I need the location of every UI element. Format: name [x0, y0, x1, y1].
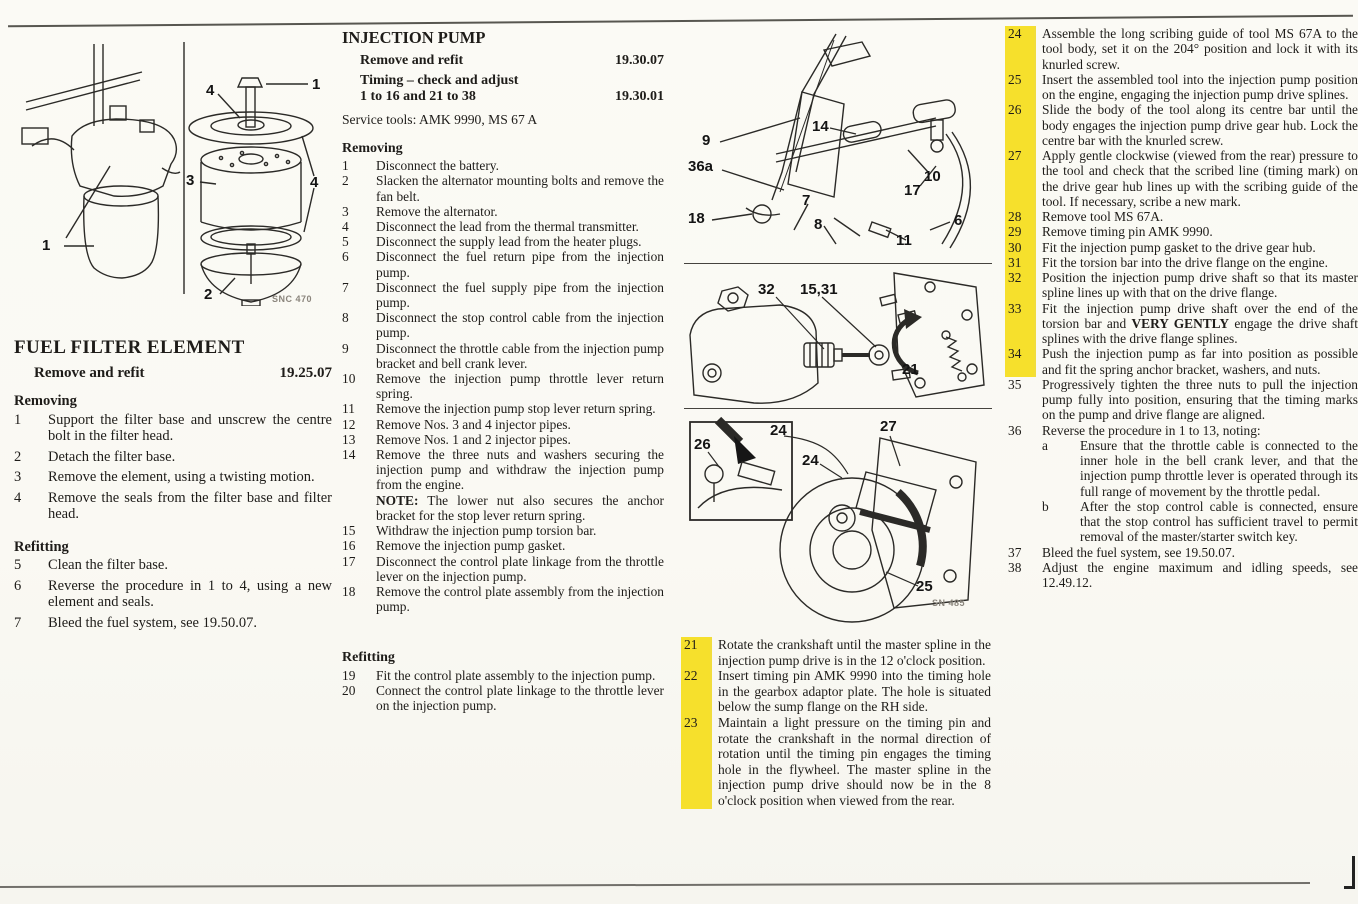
- operation-code: 19.25.07: [279, 364, 332, 381]
- step-number: b: [1042, 498, 1049, 514]
- figure-callout: 14: [812, 118, 829, 135]
- step-text: Clean the filter base.: [48, 557, 168, 573]
- step-number: 7: [342, 279, 349, 295]
- step-number: 1: [342, 158, 349, 174]
- step-text: Withdraw the injection pump torsion bar.: [376, 523, 597, 539]
- procedure-step: [1008, 545, 1358, 560]
- operation-row: [342, 73, 664, 103]
- step-text: Remove the control plate assembly from the injection pump.: [376, 583, 664, 615]
- refitting-steps: [342, 668, 664, 714]
- procedure-step: [1042, 438, 1358, 499]
- figure-caption: SNC 470: [272, 294, 313, 304]
- step-text: Connect the control plate linkage to the throttle lever on the injection pump.: [376, 682, 664, 713]
- refitting-steps: [14, 557, 332, 631]
- procedure-step: [1008, 377, 1358, 423]
- step-number: 21: [684, 637, 710, 668]
- timing-steps-section: [684, 637, 991, 809]
- step-number: 18: [342, 583, 356, 599]
- step-number: [342, 493, 368, 523]
- step-number: 6: [342, 249, 349, 265]
- procedure-step: [342, 584, 664, 614]
- step-number: 16: [342, 538, 356, 554]
- step-number: 20: [342, 682, 356, 698]
- procedure-step: [342, 341, 664, 371]
- removing-steps: [14, 412, 332, 523]
- step-text: Slacken the alternator mounting bolts and remove the fan belt.: [376, 173, 664, 204]
- procedure-step: [684, 715, 991, 809]
- procedure-step: [14, 578, 332, 611]
- step-text: Remove the seals from the filter base and filter head.: [48, 489, 332, 522]
- step-number: 13: [342, 431, 356, 447]
- step-number: 36: [1008, 422, 1022, 438]
- figure-callout: 18: [688, 210, 705, 227]
- operation-code: 19.30.07: [615, 53, 664, 69]
- scan-corner-mark: [1344, 856, 1355, 889]
- figure-callout: 21: [902, 361, 919, 378]
- step-number: 2: [14, 448, 22, 465]
- procedure-step: [14, 412, 332, 445]
- fuel-filter-figure: [14, 26, 332, 306]
- step-number: 24: [1008, 26, 1034, 72]
- step-text: Insert timing pin AMK 9990 into the timing hole in the gearbox adaptor plate. The hole is situated below the sump flange on the RH side.: [718, 668, 991, 715]
- linkage-figure: [684, 22, 992, 264]
- procedure-step: [1008, 72, 1358, 103]
- step-number: 28: [1008, 209, 1034, 224]
- figure-callout: 7: [802, 192, 811, 209]
- step-number: 5: [342, 234, 349, 250]
- step-text: Remove the injection pump stop lever return spring.: [376, 401, 656, 417]
- figure-callout: 8: [814, 216, 823, 233]
- timing-pin-drawing: [684, 265, 992, 408]
- procedure-step: [1008, 270, 1358, 301]
- operation-label: [360, 73, 518, 103]
- step-text: Fit the control plate assembly to the injection pump.: [376, 667, 656, 683]
- procedure-step: [684, 668, 991, 715]
- removing-heading: Removing: [14, 393, 77, 409]
- figure-callout: 9: [702, 132, 711, 149]
- step-text: Disconnect the control plate linkage from the throttle lever on the injection pump.: [376, 553, 664, 584]
- procedure-step: [342, 280, 664, 310]
- procedure-step: [342, 417, 664, 432]
- step-number: 4: [14, 489, 22, 506]
- refitting-heading: Refitting: [342, 650, 395, 666]
- timing-pin-figure: [684, 265, 992, 409]
- procedure-step: [1008, 423, 1358, 438]
- procedure-step: [1008, 346, 1358, 377]
- procedure-step: [14, 449, 332, 466]
- step-number: 5: [14, 557, 22, 573]
- procedure-step: [342, 432, 664, 447]
- figure-callout: 36a: [688, 158, 714, 175]
- procedure-step: [342, 401, 664, 416]
- step-number: 15: [342, 523, 356, 539]
- figure-callout: 4: [310, 174, 319, 191]
- procedure-step: [1008, 148, 1358, 209]
- step-number: 8: [342, 310, 349, 326]
- removing-heading: Removing: [342, 141, 403, 157]
- step-text: Fit the injection pump gasket to the drive gear hub.: [1042, 239, 1316, 255]
- step-text: Fit the torsion bar into the drive flange on the engine.: [1042, 254, 1328, 270]
- step-text: Remove Nos. 1 and 2 injector pipes.: [376, 431, 571, 447]
- step-text: Remove the injection pump throttle lever return spring.: [376, 371, 664, 402]
- step-text: Bleed the fuel system, see 19.50.07.: [48, 614, 257, 631]
- procedure-step: [1042, 499, 1358, 545]
- section-title-injection-pump: INJECTION PUMP: [342, 28, 486, 47]
- step-number: 35: [1008, 376, 1022, 392]
- figure-callout: 32: [758, 281, 775, 298]
- step-text: Fit the injection pump drive shaft over the end of the torsion bar and VERY GENTLY engage the drive shaft splines with the drive flange splines.: [1042, 300, 1358, 346]
- step-text: Remove the injection pump gasket.: [376, 538, 566, 554]
- step-number: 26: [1008, 102, 1034, 148]
- figure-caption: SN 485: [932, 598, 966, 608]
- step-number: 12: [342, 416, 356, 432]
- procedure-step: [684, 637, 991, 668]
- operation-label: Remove and refit: [34, 364, 145, 381]
- step-text: Reverse the procedure in 1 to 13, noting:: [1042, 422, 1261, 438]
- step-number: 14: [342, 447, 356, 463]
- step-text: Remove timing pin AMK 9990.: [1042, 224, 1213, 240]
- service-tools: Service tools: AMK 9990, MS 67 A: [342, 111, 538, 127]
- step-number: 11: [342, 401, 355, 417]
- step-text: Remove the alternator.: [376, 203, 498, 219]
- step-number: 6: [14, 577, 22, 594]
- step-text: Maintain a light pressure on the timing pin and rotate the crankshaft in the normal direction of rotation until the timing pin engages the timing hole in the flywheel. The master spline in the injection pump drive should now be in the 8 o'clock position when viewed from the rear.: [718, 714, 991, 808]
- figure-callout: 24: [802, 452, 819, 469]
- drive-gear-figure: [684, 410, 992, 632]
- step-text: Remove Nos. 3 and 4 injector pipes.: [376, 416, 571, 432]
- procedure-step: [342, 554, 664, 584]
- fuel-filter-drawing: [14, 26, 332, 306]
- step-number: 31: [1008, 255, 1034, 270]
- step-number: 10: [342, 371, 356, 387]
- step-number: 23: [684, 715, 710, 809]
- timing-label-line1: Timing – check and adjust: [360, 73, 519, 89]
- operation-row: [342, 53, 664, 68]
- procedure-step: [14, 469, 332, 486]
- step-text: Disconnect the supply lead from the heater plugs.: [376, 234, 642, 250]
- figure-callout: 6: [954, 212, 963, 229]
- injection-pump-section: [342, 30, 664, 713]
- step-number: 3: [14, 469, 22, 485]
- step-text: Slide the body of the tool along its centre bar until the body engages the injection pump drive gear hub. Lock the centre bar with the knurled screw.: [1042, 102, 1358, 148]
- step-number: 3: [342, 203, 349, 219]
- figure-callout: 27: [880, 418, 897, 435]
- procedure-step: [342, 668, 664, 683]
- final-steps: [1008, 26, 1358, 590]
- step-text: Detach the filter base.: [48, 448, 176, 465]
- removing-steps: [342, 158, 664, 614]
- procedure-step: [342, 371, 664, 401]
- step-text: Ensure that the throttle cable is connected to the inner hole in the bell crank lever, and that the injection pump throttle lever is operated through its full range of movement by the throttle pedal.: [1080, 437, 1358, 499]
- procedure-step: [342, 310, 664, 340]
- step-text: NOTE: The lower nut also secures the anchor bracket for the stop lever return spring.: [376, 492, 664, 523]
- step-number: 7: [14, 614, 22, 631]
- figure-callout: 4: [206, 82, 215, 99]
- procedure-step: [14, 557, 332, 574]
- step-number: a: [1042, 437, 1048, 453]
- procedure-step: [342, 234, 664, 249]
- step-text: Adjust the engine maximum and idling speeds, see 12.49.12.: [1042, 559, 1358, 590]
- figure-callout: 1: [42, 237, 51, 254]
- timing-steps: [684, 637, 991, 809]
- procedure-step: [342, 538, 664, 553]
- procedure-step: [342, 683, 664, 713]
- linkage-drawing: [684, 22, 992, 263]
- bottom-rule: [0, 882, 1310, 888]
- step-text: Remove tool MS 67A.: [1042, 209, 1164, 224]
- procedure-step: [342, 249, 664, 279]
- procedure-step: [1008, 224, 1358, 239]
- figure-callout: 24: [770, 422, 787, 439]
- step-text: Insert the assembled tool into the injection pump position on the engine, engaging the injection pump drive splines.: [1042, 71, 1358, 102]
- step-text: Progressively tighten the three nuts to pull the injection pump fully into position, ensuring that the timing marks on the pump and drive flange are aligned.: [1042, 376, 1358, 423]
- procedure-step: [342, 173, 664, 203]
- step-text: Disconnect the lead from the thermal transmitter.: [376, 219, 639, 235]
- step-text: Apply gentle clockwise (viewed from the rear) pressure to the tool and check that the scribed line (timing mark) on the drive gear hub lines up with the scribing guide of the tool. If necessary, scribe a new mark.: [1042, 148, 1358, 209]
- procedure-step: [1008, 255, 1358, 270]
- figure-callout: 10: [924, 168, 941, 185]
- procedure-step: [1008, 560, 1358, 591]
- section-title-fuel-filter: FUEL FILTER ELEMENT: [14, 337, 245, 358]
- step-text: Assemble the long scribing guide of tool MS 67A to the tool body, set it on the 204° position and lock it with its knurled screw.: [1042, 26, 1358, 72]
- step-number: 1: [14, 411, 22, 428]
- step-number: 29: [1008, 224, 1034, 239]
- procedure-step: [342, 447, 664, 493]
- figure-callout: 26: [694, 436, 711, 453]
- step-number: 30: [1008, 240, 1034, 255]
- step-text: Disconnect the fuel return pipe from the injection pump.: [376, 249, 664, 280]
- procedure-step: [342, 493, 664, 523]
- step-text: Rotate the crankshaft until the master spline in the injection pump drive is in the 12 o'clock position.: [718, 637, 991, 668]
- step-number: 32: [1008, 270, 1034, 301]
- figure-callout: 15,31: [800, 281, 838, 298]
- refitting-heading: Refitting: [14, 538, 69, 555]
- step-number: 27: [1008, 148, 1034, 209]
- step-number: 19: [342, 667, 356, 683]
- step-text: Disconnect the fuel supply pipe from the injection pump.: [376, 279, 664, 311]
- procedure-step: [14, 490, 332, 523]
- step-text: Position the injection pump drive shaft so that its master spline lines up with that on the drive flange.: [1042, 270, 1358, 301]
- procedure-step: [342, 219, 664, 234]
- step-text: Bleed the fuel system, see 19.50.07.: [1042, 544, 1236, 560]
- procedure-step: [1008, 301, 1358, 347]
- procedure-step: [342, 204, 664, 219]
- procedure-step: [1008, 240, 1358, 255]
- procedure-step: [1008, 209, 1358, 224]
- step-text: Disconnect the battery.: [376, 158, 499, 174]
- operation-row: [14, 365, 332, 382]
- step-number: 33: [1008, 301, 1034, 347]
- step-number: 25: [1008, 72, 1034, 103]
- step-text: Reverse the procedure in 1 to 4, using a new element and seals.: [48, 577, 332, 610]
- figure-callout: 2: [204, 286, 213, 303]
- figure-callout: 3: [186, 172, 195, 189]
- step-number: 2: [342, 173, 349, 189]
- step-number: 22: [684, 668, 710, 715]
- timing-label-line2: 1 to 16 and 21 to 38: [360, 88, 476, 104]
- figure-callout: 11: [896, 232, 912, 249]
- step-number: 4: [342, 219, 349, 235]
- fuel-filter-section: [14, 337, 332, 635]
- procedure-step: [14, 615, 332, 632]
- procedure-step: [1008, 102, 1358, 148]
- step-text: Support the filter base and unscrew the centre bolt in the filter head.: [48, 411, 332, 444]
- figure-callout: 17: [904, 182, 921, 199]
- procedure-step: [1008, 26, 1358, 72]
- step-number: 9: [342, 340, 349, 356]
- figure-callout: 1: [312, 76, 321, 93]
- step-text: Push the injection pump as far into position as possible and fit the spring anchor bracket, washers, and nuts.: [1042, 346, 1358, 377]
- operation-code: 19.30.01: [615, 88, 664, 104]
- procedure-step: [342, 523, 664, 538]
- step-text: Disconnect the stop control cable from the injection pump.: [376, 310, 664, 341]
- step-number: 34: [1008, 346, 1034, 377]
- operation-label: Remove and refit: [360, 53, 464, 69]
- step-text: Disconnect the throttle cable from the injection pump bracket and bell crank lever.: [376, 340, 664, 371]
- step-number: 38: [1008, 559, 1022, 575]
- procedure-step: [342, 158, 664, 173]
- step-text: After the stop control cable is connected, ensure that the stop control has sufficient travel to permit removal of the master/starter switch key.: [1080, 498, 1358, 545]
- final-steps-section: [1008, 26, 1358, 590]
- step-number: 17: [342, 553, 356, 569]
- step-text: Remove the three nuts and washers securing the injection pump and withdraw the injection pump from the engine.: [376, 447, 664, 493]
- figure-callout: 25: [916, 578, 933, 595]
- step-text: Remove the element, using a twisting motion.: [48, 469, 315, 485]
- step-number: 37: [1008, 544, 1022, 560]
